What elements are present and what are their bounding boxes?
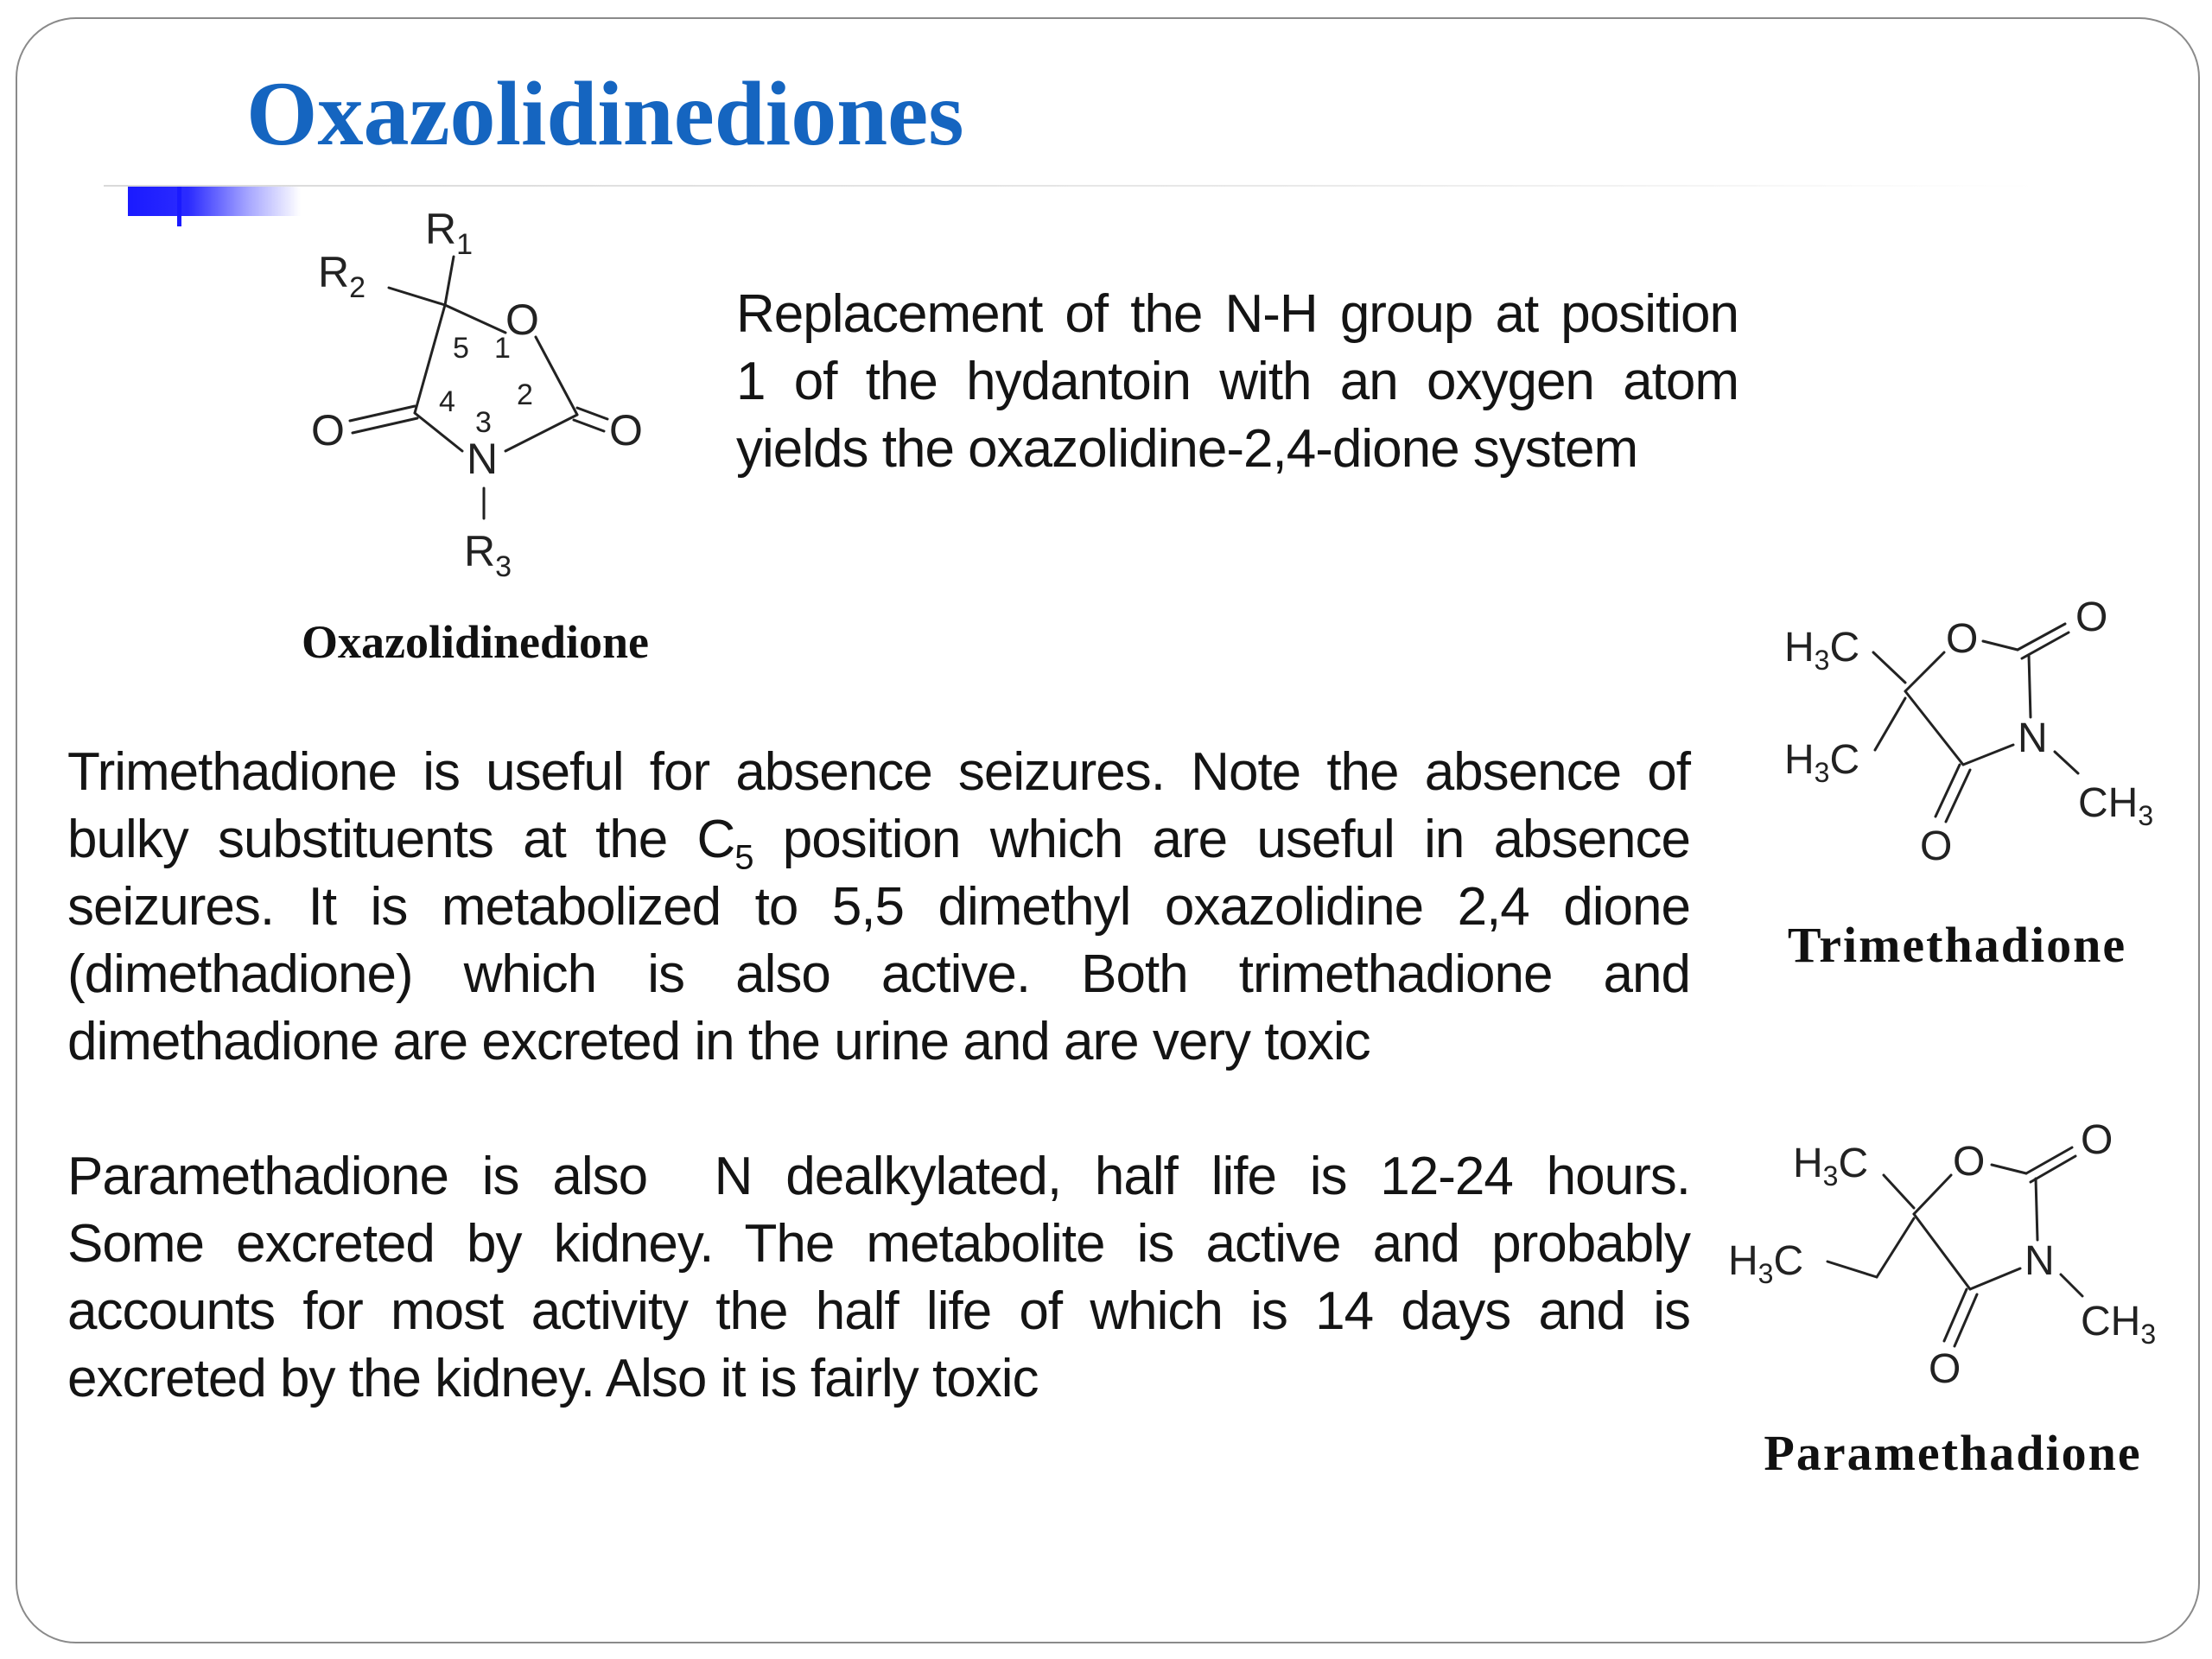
- trimethadione-line: bulky substituents at the $C_5$ position which are useful in absence: [67, 810, 1690, 877]
- trimethadione-line: Trimethadione is useful for absence seizures. Note the absence of: [67, 742, 1690, 802]
- bond-c2-n: [2029, 655, 2031, 717]
- title-accent-bar: [128, 187, 301, 216]
- bond-c2-n: [2036, 1179, 2037, 1240]
- oxazolidinedione-caption: Oxazolidinedione: [301, 616, 650, 668]
- carbonyl-oxygen-left-label: O: [311, 406, 345, 454]
- ch3-label: $CH_3$: [2081, 1299, 2157, 1350]
- ring-oxygen-label: O: [1946, 616, 1979, 662]
- position-3-label: 3: [475, 406, 492, 439]
- r3-label: $R_3$: [464, 527, 512, 583]
- h3c-top-label: $H_3C$: [1784, 625, 1860, 676]
- ring-nitrogen-label: N: [467, 435, 499, 483]
- intro-line: yields the oxazolidine-2,4-dione system: [736, 419, 1638, 479]
- r1-label: $R_1$: [425, 205, 474, 261]
- title-divider: [104, 185, 2039, 187]
- ring-nitrogen-label: N: [2018, 715, 2048, 761]
- trimethadione-line: seizures. It is metabolized to 5,5 dimethyl oxazolidine 2,4 dione: [67, 877, 1690, 937]
- h3c-bottom-label: $H_3C$: [1784, 737, 1860, 788]
- paramethadione-caption: Paramethadione: [1764, 1425, 2142, 1481]
- position-1-label: 1: [494, 332, 511, 365]
- ring-oxygen-label: O: [505, 296, 539, 344]
- paramethadione-line: accounts for most activity the half life of which is 14 days and is: [67, 1281, 1690, 1341]
- intro-line: Replacement of the N-H group at position: [736, 284, 1738, 344]
- h3c-top-label: $H_3C$: [1793, 1141, 1869, 1192]
- c5-subscript: 5: [734, 838, 753, 877]
- ring-nitrogen-label: N: [2024, 1238, 2055, 1284]
- trimethadione-paragraph: [67, 739, 1690, 1076]
- title-accent-tick: [177, 187, 181, 226]
- position-2-label: 2: [517, 378, 533, 411]
- carbonyl-oxygen-right-label: O: [609, 406, 643, 454]
- paramethadione-paragraph: [67, 1143, 1690, 1413]
- position-5-label: 5: [453, 332, 469, 365]
- trimethadione-line: dimethadione are excreted in the urine and are very toxic: [67, 1012, 1370, 1071]
- paramethadione-line: excreted by the kidney. Also it is fairly toxic: [67, 1349, 1039, 1408]
- intro-paragraph: [736, 281, 1738, 483]
- intro-line: 1 of the hydantoin with an oxygen atom: [736, 352, 1738, 411]
- r2-label: $R_2$: [318, 248, 366, 304]
- paramethadione-line: Some excreted by kidney. The metabolite is active and probably: [67, 1214, 1690, 1274]
- ch3-label: $CH_3$: [2078, 780, 2154, 831]
- paramethadione-line: Paramethadione is also N dealkylated, half life is 12-24 hours.: [67, 1147, 1690, 1206]
- carbonyl-oxygen-top-label: O: [2081, 1117, 2113, 1163]
- trimethadione-line: (dimethadione) which is also active. Both trimethadione and: [67, 944, 1690, 1004]
- h3c-ethyl-label: $H_3C$: [1728, 1238, 1804, 1289]
- carbonyl-oxygen-top-label: O: [2075, 594, 2108, 640]
- trimethadione-caption: Trimethadione: [1787, 917, 2127, 973]
- slide-title: Oxazolidinediones: [246, 63, 964, 164]
- ring-oxygen-label: O: [1953, 1139, 1986, 1185]
- carbonyl-oxygen-bottom-label: O: [1929, 1346, 1961, 1392]
- carbonyl-oxygen-bottom-label: O: [1920, 823, 1953, 869]
- position-4-label: 4: [439, 385, 455, 418]
